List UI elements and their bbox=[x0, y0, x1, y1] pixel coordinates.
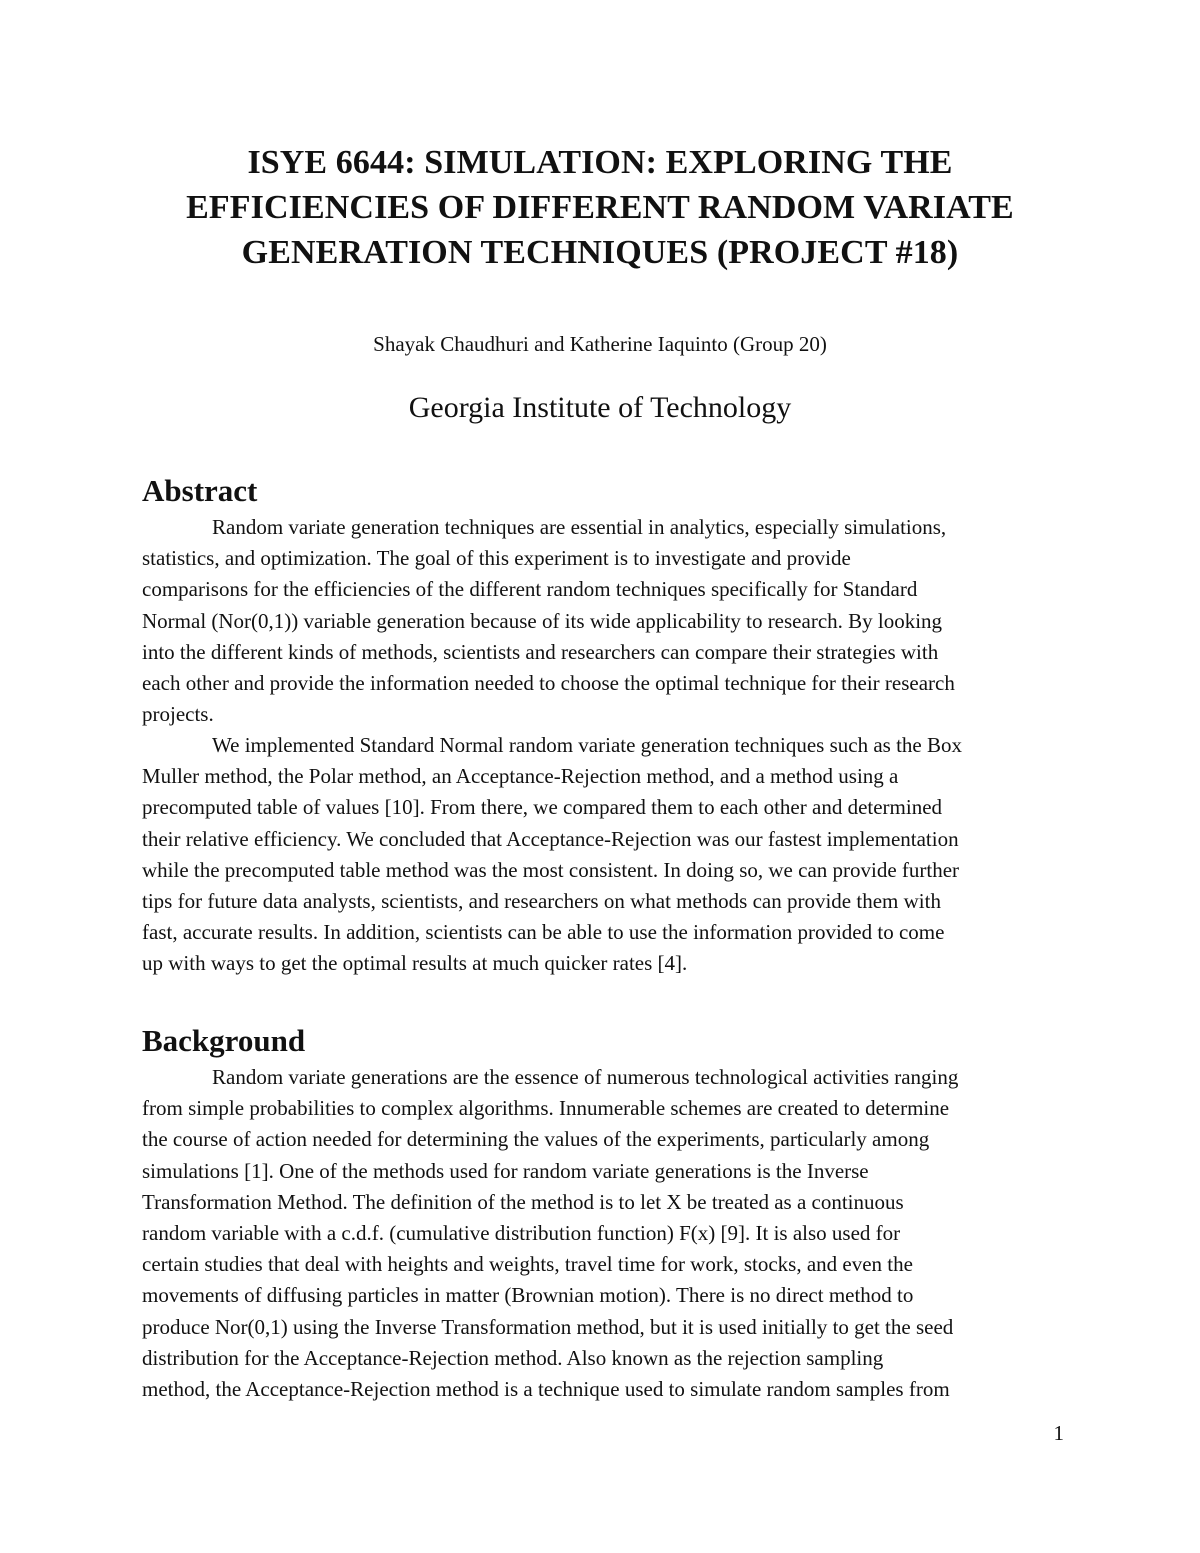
text-line: into the different kinds of methods, scientists and researchers can compare their strategies with bbox=[142, 639, 939, 664]
title-line: GENERATION TECHNIQUES (PROJECT #18) bbox=[241, 234, 959, 271]
text-line: tips for future data analysts, scientists, and researchers on what methods can provide them with bbox=[142, 888, 941, 913]
author-line: Shayak Chaudhuri and Katherine Iaquinto (Group 20) bbox=[373, 332, 827, 356]
abstract-heading: Abstract bbox=[142, 473, 258, 508]
text-line: random variable with a c.d.f. (cumulative distribution function) F(x) [9]. It is also used for bbox=[142, 1220, 901, 1245]
text-line: comparisons for the efficiencies of the different random techniques specifically for Standard bbox=[142, 577, 918, 602]
text-line: method, the Acceptance-Rejection method is a technique used to simulate random samples from bbox=[142, 1376, 950, 1401]
text-line: fast, accurate results. In addition, scientists can be able to use the information provided to come bbox=[142, 920, 945, 945]
text-line: Random variate generation techniques are essential in analytics, especially simulations, bbox=[212, 515, 947, 539]
text-line: Transformation Method. The definition of the method is to let X be treated as a continuous bbox=[142, 1189, 904, 1214]
text-line: Normal (Nor(0,1)) variable generation because of its wide applicability to research. By looking bbox=[142, 608, 943, 633]
text-line: projects. bbox=[142, 702, 214, 727]
text-line: each other and provide the information needed to choose the optimal technique for their research bbox=[142, 670, 955, 695]
text-line: the course of action needed for determining the values of the experiments, particularly among bbox=[142, 1127, 930, 1152]
abstract-paragraph-2 bbox=[142, 730, 1062, 980]
title-line: ISYE 6644: SIMULATION: EXPLORING THE bbox=[247, 144, 953, 181]
title-line: EFFICIENCIES OF DIFFERENT RANDOM VARIATE bbox=[186, 189, 1014, 226]
text-line: from simple probabilities to complex algorithms. Innumerable schemes are created to determine bbox=[142, 1096, 950, 1121]
text-line: distribution for the Acceptance-Rejection method. Also known as the rejection sampling bbox=[142, 1345, 884, 1370]
text-line: We implemented Standard Normal random variate generation techniques such as the Box bbox=[212, 733, 962, 757]
text-line: simulations [1]. One of the methods used for random variate generations is the Inverse bbox=[142, 1158, 869, 1183]
paper-title bbox=[130, 140, 1070, 275]
text-line: Muller method, the Polar method, an Acceptance-Rejection method, and a method using a bbox=[142, 764, 899, 789]
text-line: up with ways to get the optimal results at much quicker rates [4]. bbox=[142, 951, 688, 976]
background-paragraph-1 bbox=[142, 1062, 1062, 1405]
text-line: produce Nor(0,1) using the Inverse Transformation method, but it is used initially to get the seed bbox=[142, 1314, 954, 1339]
institution-name: Georgia Institute of Technology bbox=[408, 391, 792, 424]
text-line: certain studies that deal with heights and weights, travel time for work, stocks, and even the bbox=[142, 1252, 913, 1277]
text-line: their relative efficiency. We concluded that Acceptance-Rejection was our fastest implementation bbox=[142, 826, 959, 851]
text-line: while the precomputed table method was the most consistent. In doing so, we can provide further bbox=[142, 857, 960, 882]
text-line: movements of diffusing particles in matter (Brownian motion). There is no direct method to bbox=[142, 1283, 914, 1308]
text-line: Random variate generations are the essence of numerous technological activities ranging bbox=[212, 1065, 959, 1089]
background-heading: Background bbox=[142, 1023, 306, 1058]
abstract-paragraph-1 bbox=[142, 512, 1062, 730]
text-line: precomputed table of values [10]. From there, we compared them to each other and determined bbox=[142, 795, 943, 820]
page-number: 1 bbox=[1053, 1421, 1064, 1445]
text-line: statistics, and optimization. The goal of this experiment is to investigate and provide bbox=[142, 546, 851, 571]
